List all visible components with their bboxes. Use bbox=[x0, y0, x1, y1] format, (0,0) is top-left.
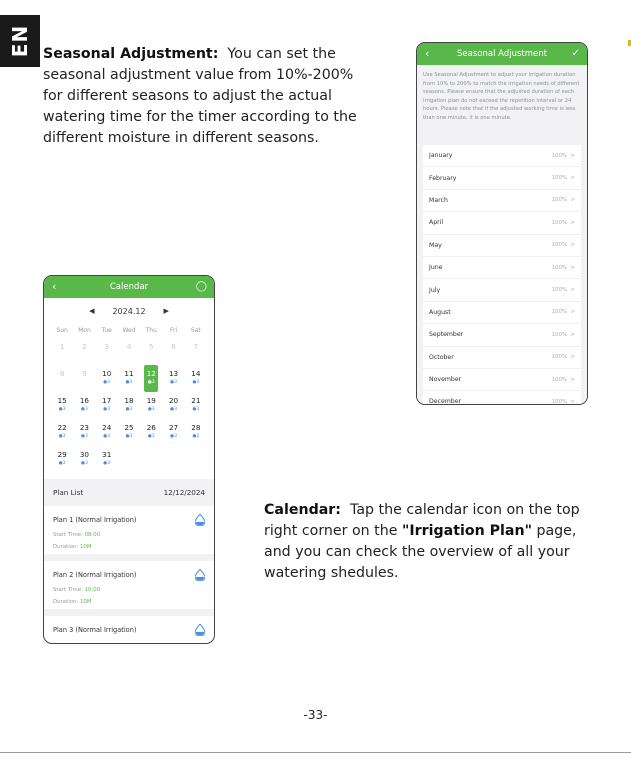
plan-count-marker: ●3 bbox=[170, 407, 177, 412]
month-row[interactable] bbox=[423, 145, 581, 167]
page-number: -33- bbox=[303, 708, 328, 722]
seasonal-line: watering time for the timer according to the bbox=[43, 109, 357, 125]
day-number: 6 bbox=[171, 342, 176, 351]
day-number: 8 bbox=[59, 369, 65, 378]
calendar-day[interactable] bbox=[73, 365, 95, 392]
calendar-line: right corner on the bbox=[264, 523, 402, 539]
calendar-day[interactable] bbox=[118, 392, 140, 419]
seasonal-paragraph bbox=[43, 44, 383, 149]
chevron-right-icon: > bbox=[570, 287, 575, 294]
irrigation-plan-ref: "Irrigation Plan" bbox=[401, 523, 532, 539]
calendar-line: page, bbox=[531, 523, 577, 539]
plan-duration bbox=[53, 599, 91, 605]
day-number: 3 bbox=[104, 342, 109, 351]
plan-duration bbox=[53, 544, 91, 550]
month-value bbox=[552, 265, 575, 271]
plan-start bbox=[53, 587, 100, 593]
month-name: December bbox=[429, 398, 462, 405]
weekday-label: Thu bbox=[145, 327, 157, 334]
chevron-right-icon: > bbox=[570, 175, 575, 182]
calendar-day[interactable] bbox=[118, 338, 140, 365]
day-number: 17 bbox=[102, 396, 112, 405]
plan-count-marker: ●3 bbox=[81, 434, 88, 439]
chevron-right-icon: > bbox=[570, 152, 575, 159]
day-number: 11 bbox=[124, 369, 134, 378]
month-percent: 100% bbox=[551, 264, 568, 271]
plan-count-marker: ●3 bbox=[147, 434, 155, 439]
month-percent: 100% bbox=[551, 175, 568, 182]
calendar-line: watering shedules. bbox=[264, 565, 399, 581]
seasonal-top-bar bbox=[417, 43, 587, 65]
month-percent: 100% bbox=[551, 376, 568, 383]
calendar-heading: Calendar: bbox=[264, 502, 341, 518]
day-number: 22 bbox=[57, 423, 67, 432]
day-number: 4 bbox=[126, 342, 132, 351]
day-number: 27 bbox=[168, 423, 179, 432]
plan-list-header bbox=[44, 479, 214, 506]
next-month-icon[interactable]: ▶ bbox=[163, 307, 169, 315]
start-time: 08:00 bbox=[84, 532, 101, 538]
plan-count-marker: ●3 bbox=[192, 407, 200, 412]
calendar-day[interactable] bbox=[51, 365, 73, 392]
month-label: 2024.12 bbox=[112, 306, 146, 316]
month-percent: 100% bbox=[551, 398, 568, 405]
month-value bbox=[552, 287, 575, 293]
month-name: March bbox=[429, 196, 448, 204]
calendar-day[interactable] bbox=[51, 419, 73, 446]
duration-value: 10M bbox=[79, 599, 92, 605]
month-row[interactable] bbox=[423, 212, 581, 234]
chevron-right-icon: > bbox=[570, 219, 575, 226]
day-number: 24 bbox=[102, 423, 112, 432]
chevron-left-icon[interactable]: ‹ bbox=[52, 280, 57, 293]
check-icon[interactable]: ✓ bbox=[571, 48, 580, 59]
month-row[interactable] bbox=[423, 235, 581, 257]
weekday-label: Sat bbox=[190, 327, 201, 334]
duration-label: Duration: bbox=[53, 599, 79, 605]
seasonal-line: You can set the bbox=[227, 46, 336, 62]
month-name: April bbox=[429, 219, 444, 227]
plan-count-marker: ●3 bbox=[103, 434, 111, 439]
calendar-day[interactable] bbox=[73, 419, 95, 446]
calendar-day[interactable] bbox=[51, 446, 73, 473]
chevron-right-icon: > bbox=[570, 242, 575, 249]
plan-count-marker: ●3 bbox=[125, 407, 133, 412]
chevron-right-icon: > bbox=[570, 264, 575, 271]
day-number: 21 bbox=[191, 396, 201, 405]
plan-title: Plan 1 (Normal Irrigation) bbox=[53, 516, 137, 524]
calendar-day[interactable] bbox=[51, 338, 73, 365]
calendar-day[interactable] bbox=[96, 392, 118, 419]
plan-count-marker: ●3 bbox=[103, 461, 111, 466]
plan-title: Plan 3 (Normal Irrigation) bbox=[53, 626, 137, 634]
month-value bbox=[552, 332, 575, 338]
water-drop-icon bbox=[195, 569, 205, 581]
weekday-label: Mon bbox=[78, 327, 91, 334]
month-value bbox=[552, 354, 575, 360]
calendar-day[interactable] bbox=[140, 338, 162, 365]
start-label: Start Time: bbox=[53, 532, 83, 538]
month-row[interactable] bbox=[423, 167, 581, 189]
day-number: 16 bbox=[79, 396, 89, 405]
calendar-day[interactable] bbox=[73, 446, 95, 473]
day-number: 31 bbox=[102, 450, 112, 459]
chevron-left-icon[interactable]: ‹ bbox=[425, 47, 430, 60]
plan-count-marker: ●3 bbox=[192, 380, 200, 385]
water-drop-icon bbox=[195, 514, 205, 526]
plan-item[interactable] bbox=[44, 561, 214, 616]
month-percent: 100% bbox=[551, 287, 568, 294]
month-name: May bbox=[429, 241, 442, 249]
day-number: 30 bbox=[79, 450, 89, 459]
plan-count-marker: ●3 bbox=[81, 407, 88, 412]
day-number: 18 bbox=[124, 396, 134, 405]
chevron-right-icon: > bbox=[570, 197, 575, 204]
plan-count-marker: ●3 bbox=[103, 380, 111, 385]
seasonal-line: different moisture in different seasons. bbox=[43, 130, 319, 146]
calendar-day[interactable] bbox=[118, 365, 140, 392]
month-name: June bbox=[429, 264, 443, 272]
calendar-day[interactable] bbox=[51, 392, 73, 419]
month-row[interactable] bbox=[423, 324, 581, 346]
selected-date: 12/12/2024 bbox=[163, 488, 205, 497]
month-name: July bbox=[429, 286, 441, 294]
seasonal-line: for different seasons to adjust the actual bbox=[43, 88, 332, 104]
month-row[interactable] bbox=[423, 279, 581, 301]
calendar-screen bbox=[43, 275, 215, 644]
seasonal-line: seasonal adjustment value from 10%-200% bbox=[43, 67, 354, 83]
plan-count-marker: ●3 bbox=[147, 407, 155, 412]
day-number: 26 bbox=[146, 423, 156, 432]
refresh-icon[interactable]: ◯ bbox=[195, 281, 207, 292]
language-tab bbox=[0, 15, 40, 67]
chevron-right-icon: > bbox=[570, 354, 575, 361]
calendar-day[interactable] bbox=[96, 446, 118, 473]
day-number: 2 bbox=[82, 342, 87, 351]
day-number: 25 bbox=[124, 423, 134, 432]
calendar-day[interactable] bbox=[73, 392, 95, 419]
calendar-day[interactable] bbox=[96, 338, 118, 365]
plan-count-marker: ●3 bbox=[81, 461, 88, 466]
day-number: 7 bbox=[193, 342, 199, 351]
water-drop-icon bbox=[195, 624, 205, 636]
day-number: 12 bbox=[146, 369, 156, 378]
chevron-right-icon: > bbox=[570, 331, 575, 338]
plan-count-marker: ●3 bbox=[170, 434, 177, 439]
duration-label: Duration: bbox=[53, 544, 79, 550]
calendar-day[interactable] bbox=[162, 338, 184, 365]
day-number: 15 bbox=[57, 396, 67, 405]
prev-month-icon[interactable]: ◀ bbox=[89, 307, 95, 315]
weekday-label: Tue bbox=[101, 327, 112, 334]
duration-value: 10M bbox=[79, 544, 92, 550]
plan-start bbox=[53, 532, 100, 538]
month-row[interactable] bbox=[423, 369, 581, 391]
plan-count-marker: ●3 bbox=[58, 434, 66, 439]
plan-count-marker: ●3 bbox=[170, 380, 177, 385]
month-percent: 100% bbox=[551, 152, 568, 159]
day-number: 20 bbox=[168, 396, 179, 405]
month-percent: 100% bbox=[551, 219, 568, 226]
plan-item[interactable] bbox=[44, 506, 214, 561]
calendar-paragraph bbox=[264, 500, 604, 584]
month-value bbox=[552, 220, 575, 226]
start-label: Start Time: bbox=[53, 587, 83, 593]
start-time: 10:00 bbox=[84, 587, 101, 593]
day-number: 28 bbox=[191, 423, 201, 432]
month-value bbox=[552, 377, 575, 383]
plan-list-label: Plan List bbox=[53, 488, 84, 497]
plan-count-marker: ●3 bbox=[103, 407, 111, 412]
calendar-day[interactable] bbox=[118, 419, 140, 446]
plan-count-marker: ●3 bbox=[147, 380, 155, 385]
month-name: August bbox=[429, 308, 451, 316]
plan-count-marker: ●3 bbox=[192, 434, 200, 439]
month-row[interactable] bbox=[423, 302, 581, 324]
day-number: 29 bbox=[57, 450, 67, 459]
month-row[interactable] bbox=[423, 257, 581, 279]
calendar-day[interactable] bbox=[144, 365, 158, 392]
calendar-day[interactable] bbox=[185, 419, 207, 446]
calendar-day[interactable] bbox=[185, 365, 207, 392]
month-value bbox=[552, 197, 575, 203]
month-value bbox=[552, 153, 575, 159]
month-percent: 100% bbox=[551, 197, 568, 204]
calendar-day[interactable] bbox=[185, 392, 207, 419]
calendar-day[interactable] bbox=[73, 338, 95, 365]
day-number: 14 bbox=[191, 369, 201, 378]
weekday-label: Sun bbox=[56, 327, 68, 334]
seasonal-intro: Use Seasonal Adjustment to adjust your irrigation duration from 10% to 200% to match the irrigation needs of different seasons. Please ensure that the adjusted duration of each irrigation plan do not exceed the repetition interval or 24 hours. Please note that if the adjusted working time is less than one minute, it is one minute. bbox=[417, 65, 587, 145]
month-navigator bbox=[44, 298, 214, 324]
day-number: 19 bbox=[146, 396, 156, 405]
month-value bbox=[552, 175, 575, 181]
month-row[interactable] bbox=[423, 190, 581, 212]
month-row[interactable] bbox=[423, 347, 581, 369]
plan-count-marker: ●3 bbox=[58, 461, 66, 466]
calendar-day[interactable] bbox=[140, 392, 162, 419]
plan-count-marker: ●3 bbox=[125, 380, 133, 385]
weekday-label: Wed bbox=[122, 327, 136, 334]
plan-title: Plan 2 (Normal Irrigation) bbox=[53, 571, 137, 579]
plan-item[interactable] bbox=[44, 616, 214, 644]
calendar-day[interactable] bbox=[140, 419, 162, 446]
day-number: 13 bbox=[168, 369, 179, 378]
month-percent: 100% bbox=[551, 331, 568, 338]
calendar-title: Calendar bbox=[109, 282, 149, 292]
calendar-day[interactable] bbox=[96, 365, 118, 392]
chevron-right-icon: > bbox=[570, 309, 575, 316]
calendar-line: and you can check the overview of all your bbox=[264, 544, 570, 560]
seasonal-adjustment-screen bbox=[416, 42, 588, 405]
calendar-day[interactable] bbox=[162, 365, 184, 392]
month-name: October bbox=[429, 353, 454, 361]
day-number: 10 bbox=[102, 369, 112, 378]
seasonal-title: Seasonal Adjustment bbox=[457, 49, 547, 59]
month-percent: 100% bbox=[551, 309, 568, 316]
month-name: February bbox=[429, 174, 457, 182]
calendar-day[interactable] bbox=[96, 419, 118, 446]
day-number: 5 bbox=[148, 342, 154, 351]
month-value bbox=[552, 309, 575, 315]
calendar-day[interactable] bbox=[185, 338, 207, 365]
month-row[interactable] bbox=[423, 391, 581, 405]
month-list bbox=[417, 145, 587, 405]
month-name: September bbox=[429, 331, 464, 339]
chevron-right-icon: > bbox=[570, 398, 575, 405]
month-value bbox=[552, 399, 575, 405]
month-percent: 100% bbox=[551, 354, 568, 361]
calendar-line: Tap the calendar icon on the top bbox=[350, 502, 580, 518]
day-number: 1 bbox=[59, 342, 65, 351]
seasonal-heading: Seasonal Adjustment: bbox=[43, 46, 219, 62]
chevron-right-icon: > bbox=[570, 376, 575, 383]
day-number: 9 bbox=[82, 369, 87, 378]
plan-count-marker: ●3 bbox=[58, 407, 66, 412]
day-number: 23 bbox=[79, 423, 89, 432]
language-label: EN bbox=[8, 24, 32, 58]
calendar-top-bar bbox=[44, 276, 214, 298]
month-name: January bbox=[429, 152, 453, 160]
plan-count-marker: ●3 bbox=[125, 434, 133, 439]
weekday-label: Fri bbox=[169, 327, 178, 334]
month-value bbox=[552, 242, 575, 248]
calendar-day[interactable] bbox=[162, 419, 184, 446]
footer-rule bbox=[0, 752, 631, 753]
month-name: November bbox=[429, 376, 462, 384]
month-percent: 100% bbox=[551, 242, 568, 249]
calendar-grid bbox=[44, 324, 214, 473]
calendar-day[interactable] bbox=[162, 392, 184, 419]
